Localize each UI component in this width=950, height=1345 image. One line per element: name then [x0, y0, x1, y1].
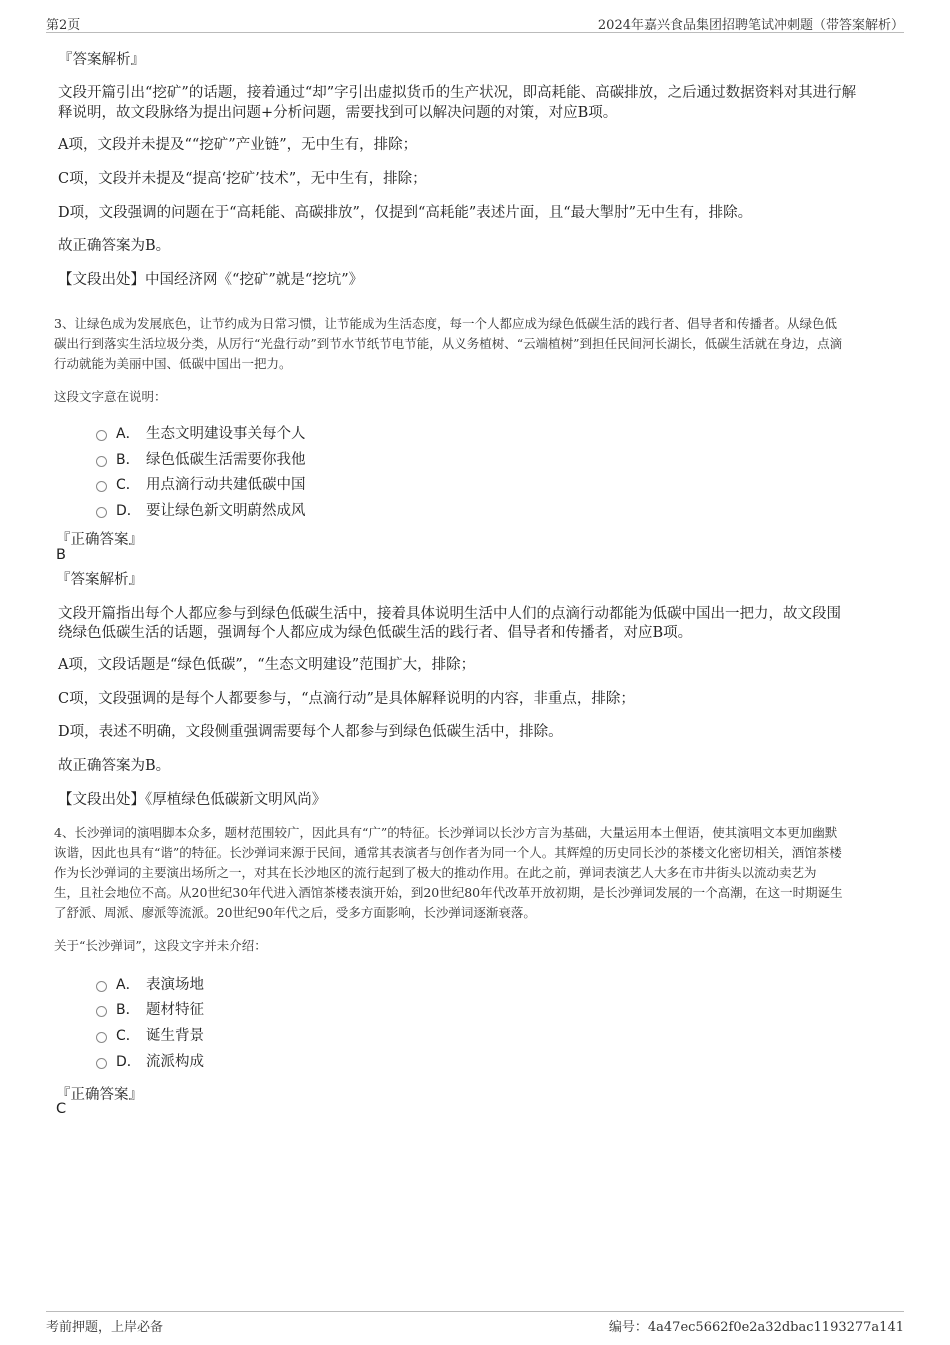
q2-analysis-line2: 释说明，故文段脉络为提出问题+分析问题，需要找到可以解决问题的对策，对应B项。 [58, 105, 618, 121]
page-number: 第2页 [46, 18, 81, 33]
q3-question: 这段文字意在说明： [54, 389, 167, 404]
q4-stem-line2: 诙谐，因此也具有“谐”的特征。长沙弹词来源于民间，通常其表演者与创作者为同一个人。其辉煌的历史同长沙的茶楼文化密切相关，酒馆茶楼 [54, 845, 842, 860]
q4-option-b[interactable]: B． 题材特征 [96, 998, 204, 1019]
q4-stem-line3: 作为长沙弹词的主要演出场所之一，对其在长沙地区的流行起到了极大的推动作用。在此之前，弹词表演艺人大多在市井街头以流动卖艺为 [54, 865, 817, 880]
document-id: 编号：4a47ec5662f0e2a32dbac1193277a141 [608, 1320, 904, 1335]
q4-answer: C [56, 1101, 67, 1117]
q3-analysis-label: 『答案解析』 [56, 572, 143, 588]
q2-option-c-analysis: C项，文段并未提及“提高‘挖矿’技术”，无中生有，排除； [58, 171, 427, 187]
q3-option-d[interactable]: D． 要让绿色新文明蔚然成风 [96, 499, 306, 520]
q2-analysis-label: 『答案解析』 [58, 52, 145, 68]
q3-stem-line1: 3、让绿色成为发展底色，让节约成为日常习惯，让节能成为生活态度，每一个人都应成为绿色低碳生活的践行者、倡导者和传播者。从绿色低 [54, 316, 837, 331]
radio-icon[interactable] [96, 1032, 107, 1043]
q2-analysis-line1: 文段开篇引出“挖矿”的话题，接着通过“却”字引出虚拟货币的生产状况，即高耗能、高碳排放，之后通过数据资料对其进行解 [58, 85, 857, 101]
radio-icon[interactable] [96, 981, 107, 992]
radio-icon[interactable] [96, 1058, 107, 1069]
radio-icon[interactable] [96, 507, 107, 518]
q3-answer-label: 『正确答案』 [56, 532, 143, 548]
radio-icon[interactable] [96, 1006, 107, 1017]
q4-stem-line1: 4、长沙弹词的演唱脚本众多，题材范围较广，因此具有“广”的特征。长沙弹词以长沙方言为基础，大量运用本土俚语，使其演唱文本更加幽默 [54, 825, 838, 840]
q4-answer-label: 『正确答案』 [56, 1087, 143, 1103]
q3-stem-line3: 行动就能为美丽中国、低碳中国出一把力。 [54, 356, 292, 371]
q3-option-a-analysis: A项，文段话题是“绿色低碳”，“生态文明建设”范围扩大，排除； [58, 657, 476, 673]
page-footer [46, 1311, 904, 1336]
q4-question: 关于“长沙弹词”，这段文字并未介绍： [54, 938, 267, 953]
document-title: 2024年嘉兴食品集团招聘笔试冲刺题（带答案解析） [597, 18, 904, 33]
q3-analysis-line1: 文段开篇指出每个人都应参与到绿色低碳生活中，接着具体说明生活中人们的点滴行动都能为低碳中国出一把力，故文段围 [58, 606, 841, 622]
footer-slogan: 考前押题，上岸必备 [46, 1320, 164, 1335]
q3-option-a[interactable]: A． 生态文明建设事关每个人 [96, 422, 306, 443]
q3-analysis-line2: 绕绿色低碳生活的话题，强调每个人都应成为绿色低碳生活的践行者、倡导者和传播者，对应B项。 [58, 625, 693, 641]
q3-source: 【文段出处】《厚植绿色低碳新文明风尚》 [58, 792, 327, 808]
radio-icon[interactable] [96, 430, 107, 441]
q4-stem-line4: 生，且社会地位不高。从20世纪30年代进入酒馆茶楼表演开始，到20世纪80年代改革开放初期，是长沙弹词发展的一个高潮，在这一时期诞生 [54, 885, 843, 900]
q3-option-b[interactable]: B． 绿色低碳生活需要你我他 [96, 448, 306, 469]
q2-source: 【文段出处】中国经济网《“挖矿”就是“挖坑”》 [58, 272, 364, 288]
q2-conclusion: 故正确答案为B。 [58, 238, 171, 254]
radio-icon[interactable] [96, 481, 107, 492]
q3-conclusion: 故正确答案为B。 [58, 758, 171, 774]
q2-option-a-analysis: A项，文段并未提及““挖矿”产业链”，无中生有，排除； [58, 137, 418, 153]
q3-option-d-analysis: D项，表述不明确，文段侧重强调需要每个人都参与到绿色低碳生活中，排除。 [58, 724, 563, 740]
q4-stem-line5: 了舒派、周派、廖派等流派。20世纪90年代之后，受多方面影响，长沙弹词逐渐衰落。 [54, 905, 536, 920]
radio-icon[interactable] [96, 456, 107, 467]
q2-option-d-analysis: D项，文段强调的问题在于“高耗能、高碳排放”，仅提到“高耗能”表述片面，且“最大掣肘”无中生有，排除。 [58, 205, 753, 221]
page-header [46, 12, 904, 33]
q3-option-c[interactable]: C． 用点滴行动共建低碳中国 [96, 473, 306, 494]
q3-option-c-analysis: C项，文段强调的是每个人都要参与，“点滴行动”是具体解释说明的内容，非重点，排除； [58, 691, 635, 707]
q3-stem-line2: 碳出行到落实生活垃圾分类，从厉行“光盘行动”到节水节纸节电节能，从义务植树、“云端植树”到担任民间河长湖长，低碳生活就在身边，点滴 [54, 336, 843, 351]
q4-option-d[interactable]: D． 流派构成 [96, 1050, 204, 1071]
q4-option-c[interactable]: C． 诞生背景 [96, 1024, 204, 1045]
q4-option-a[interactable]: A． 表演场地 [96, 973, 204, 994]
q3-answer: B [56, 547, 66, 563]
